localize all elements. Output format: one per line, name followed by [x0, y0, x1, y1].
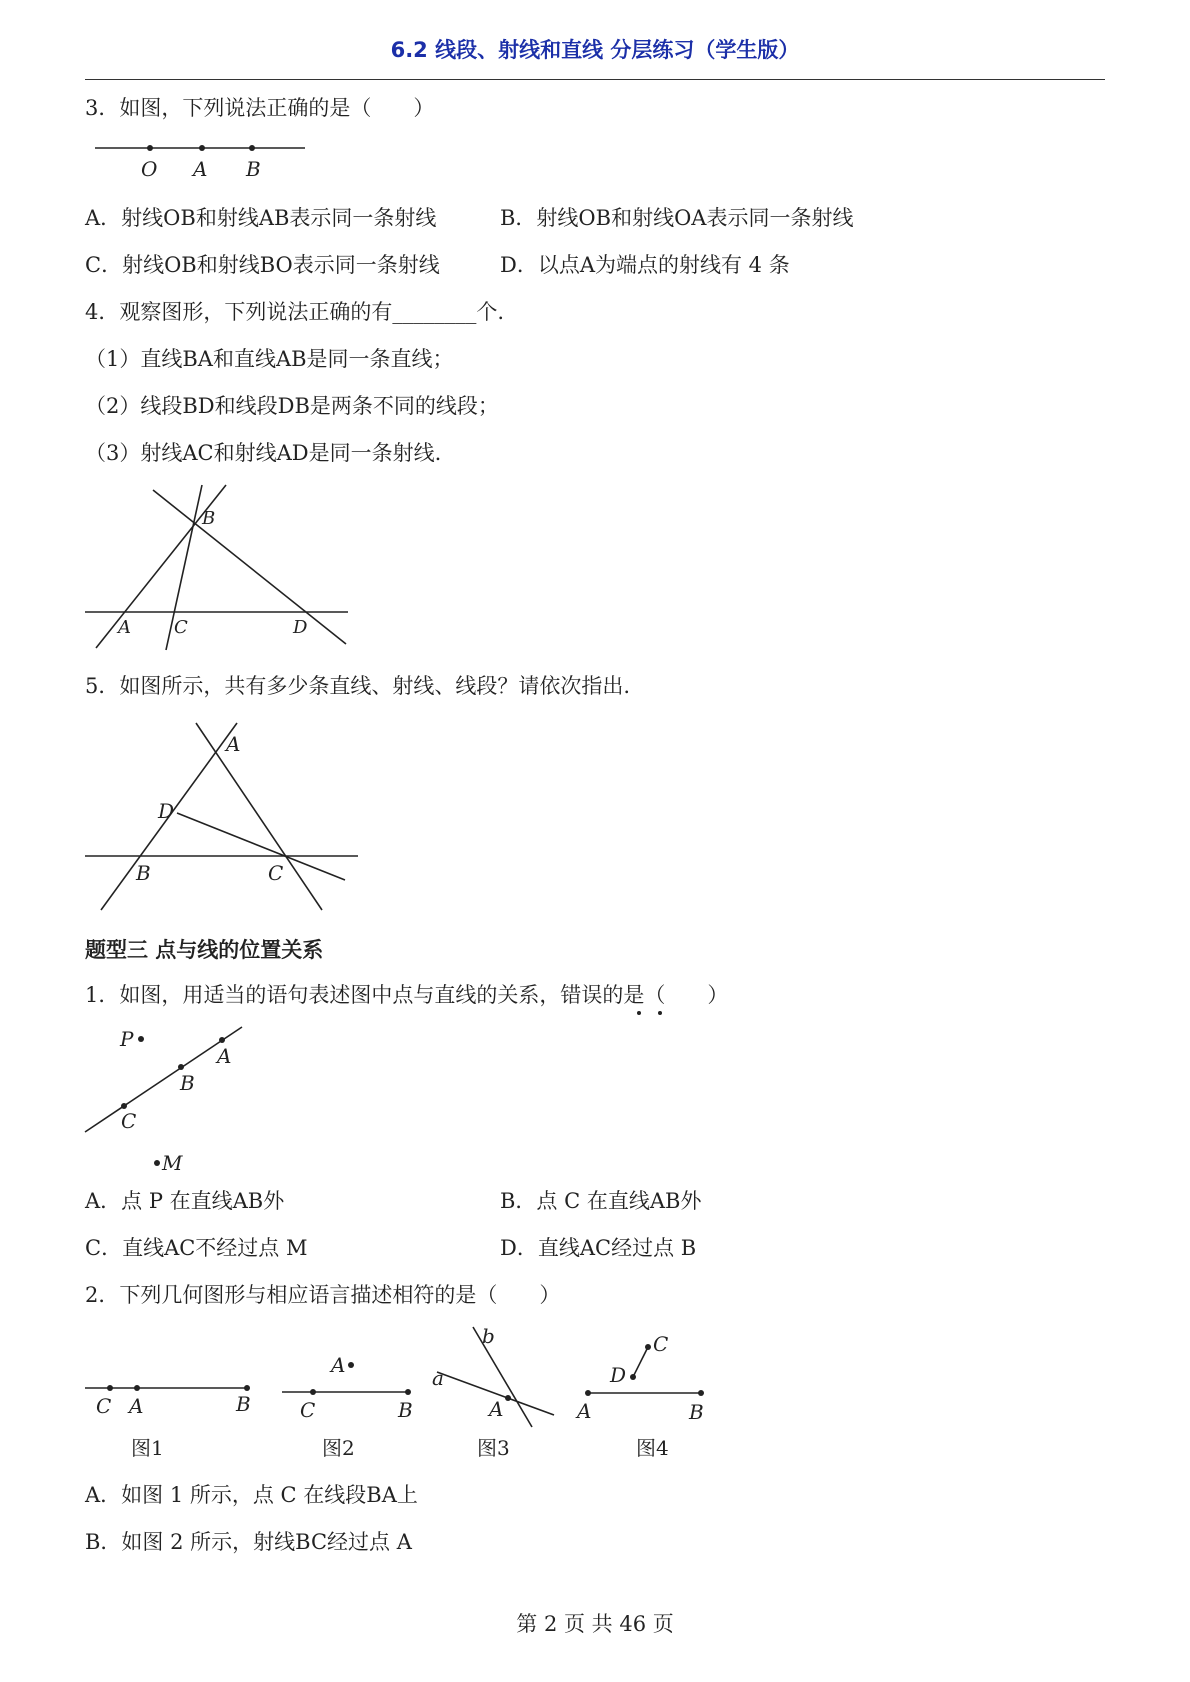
q3-option-d: D．以点A为端点的射线有 4 条: [500, 253, 790, 277]
s3-q1-point-m: [154, 1160, 160, 1166]
fig4-point-a: [585, 1390, 591, 1396]
fig1-point-c: [107, 1385, 113, 1391]
fig2-label-b: B: [398, 1398, 413, 1422]
fig4-label-c: C: [653, 1332, 669, 1356]
q4-label-b: B: [202, 508, 216, 529]
s3-q2-figures: [80, 1325, 720, 1465]
s3-q1-point-b: [178, 1064, 184, 1070]
s3-q1-label-b: B: [180, 1071, 195, 1095]
section3-title: 题型三 点与线的位置关系: [85, 938, 324, 962]
fig1-caption: 图1: [131, 1436, 164, 1460]
fig4-label-a: A: [577, 1399, 592, 1423]
header-divider: [85, 79, 1105, 80]
q5-line-dc: [177, 813, 345, 880]
s3-q1-label-c: C: [121, 1109, 137, 1133]
q4-item-2: （2）线段BD和线段DB是两条不同的线段；: [85, 394, 499, 418]
q5-label-a: A: [226, 732, 241, 756]
fig1-label-a: A: [129, 1394, 144, 1418]
s3-q1-option-c: C．直线AC不经过点 M: [85, 1236, 308, 1260]
emphasis-dot-1: [637, 1011, 641, 1015]
fig4-label-b: B: [689, 1400, 704, 1424]
fig4-point-d: [630, 1374, 636, 1380]
fig2-label-c: C: [300, 1398, 316, 1422]
fig4-label-d: D: [610, 1363, 627, 1387]
s3-q1-line: [85, 1027, 242, 1132]
q3-option-c: C．射线OB和射线BO表示同一条射线: [85, 253, 440, 277]
page-footer: 第 2 页 共 46 页: [516, 1612, 674, 1636]
fig1-point-a: [134, 1385, 140, 1391]
fig3-label-pt-a: A: [489, 1397, 504, 1421]
q4-label-c: C: [174, 617, 188, 638]
fig4-point-b: [698, 1390, 704, 1396]
fig1-point-b: [244, 1385, 250, 1391]
s3-q1-label-a: A: [217, 1044, 232, 1068]
fig3-caption: 图3: [477, 1436, 510, 1460]
q4-label-d: D: [293, 617, 308, 638]
fig3-label-a: a: [432, 1366, 444, 1390]
q3-point-b: [249, 145, 255, 151]
fig2-label-a: A: [331, 1353, 346, 1377]
q3-option-a: A．射线OB和射线AB表示同一条射线: [85, 206, 437, 230]
q5-stem: 5．如图所示，共有多少条直线、射线、线段？请依次指出.: [85, 674, 631, 698]
fig3-point-a: [505, 1395, 511, 1401]
q5-label-b: B: [136, 861, 151, 885]
s3-q2-stem: 2．下列几何图形与相应语言描述相符的是（ ）: [85, 1283, 561, 1307]
q4-item-3: （3）射线AC和射线AD是同一条射线.: [85, 441, 442, 465]
q4-label-a: A: [118, 617, 131, 638]
q5-label-d: D: [158, 799, 175, 823]
q5-label-c: C: [268, 861, 284, 885]
q3-point-a: [199, 145, 205, 151]
s3-q1-label-m: M: [162, 1151, 183, 1175]
fig3-label-b: b: [482, 1324, 495, 1348]
s3-q2-option-b: B．如图 2 所示，射线BC经过点 A: [85, 1530, 412, 1554]
fig4-segment-dc: [633, 1347, 648, 1377]
q5-figure: [80, 718, 370, 918]
q3-option-b: B．射线OB和射线OA表示同一条射线: [500, 206, 854, 230]
q4-item-1: （1）直线BA和直线AB是同一条直线；: [85, 347, 454, 371]
q3-label-b: B: [246, 157, 261, 181]
fig2-point-a: [348, 1362, 354, 1368]
q3-stem: 3．如图，下列说法正确的是（ ）: [85, 96, 435, 120]
q3-point-o: [147, 145, 153, 151]
q5-line-ac: [196, 723, 322, 910]
fig4-point-c: [645, 1344, 651, 1350]
s3-q1-point-a: [219, 1037, 225, 1043]
s3-q1-label-p: P: [120, 1027, 134, 1051]
fig4-caption: 图4: [636, 1436, 669, 1460]
fig2-caption: 图2: [322, 1436, 355, 1460]
q3-label-o: O: [141, 157, 158, 181]
s3-q2-option-a: A．如图 1 所示，点 C 在线段BA上: [85, 1483, 418, 1507]
fig2-point-c: [310, 1389, 316, 1395]
fig2-point-b: [405, 1389, 411, 1395]
s3-q1-point-p: [138, 1036, 144, 1042]
s3-q1-option-d: D．直线AC经过点 B: [500, 1236, 697, 1260]
s3-q1-option-a: A．点 P 在直线AB外: [85, 1189, 285, 1213]
fig1-label-c: C: [96, 1394, 112, 1418]
q4-stem: 4．观察图形，下列说法正确的有________个.: [85, 300, 505, 324]
emphasis-dot-2: [658, 1011, 662, 1015]
q4-figure: [80, 480, 360, 655]
q3-figure: [90, 130, 320, 185]
s3-q1-stem: 1．如图，用适当的语句表述图中点与直线的关系，错误的是（ ）: [85, 983, 729, 1007]
q3-label-a: A: [193, 157, 208, 181]
fig1-label-b: B: [236, 1392, 251, 1416]
s3-q1-option-b: B．点 C 在直线AB外: [500, 1189, 702, 1213]
s3-q1-figure: [80, 1020, 270, 1180]
page-header-title: 6.2 线段、射线和直线 分层练习（学生版）: [390, 38, 800, 62]
